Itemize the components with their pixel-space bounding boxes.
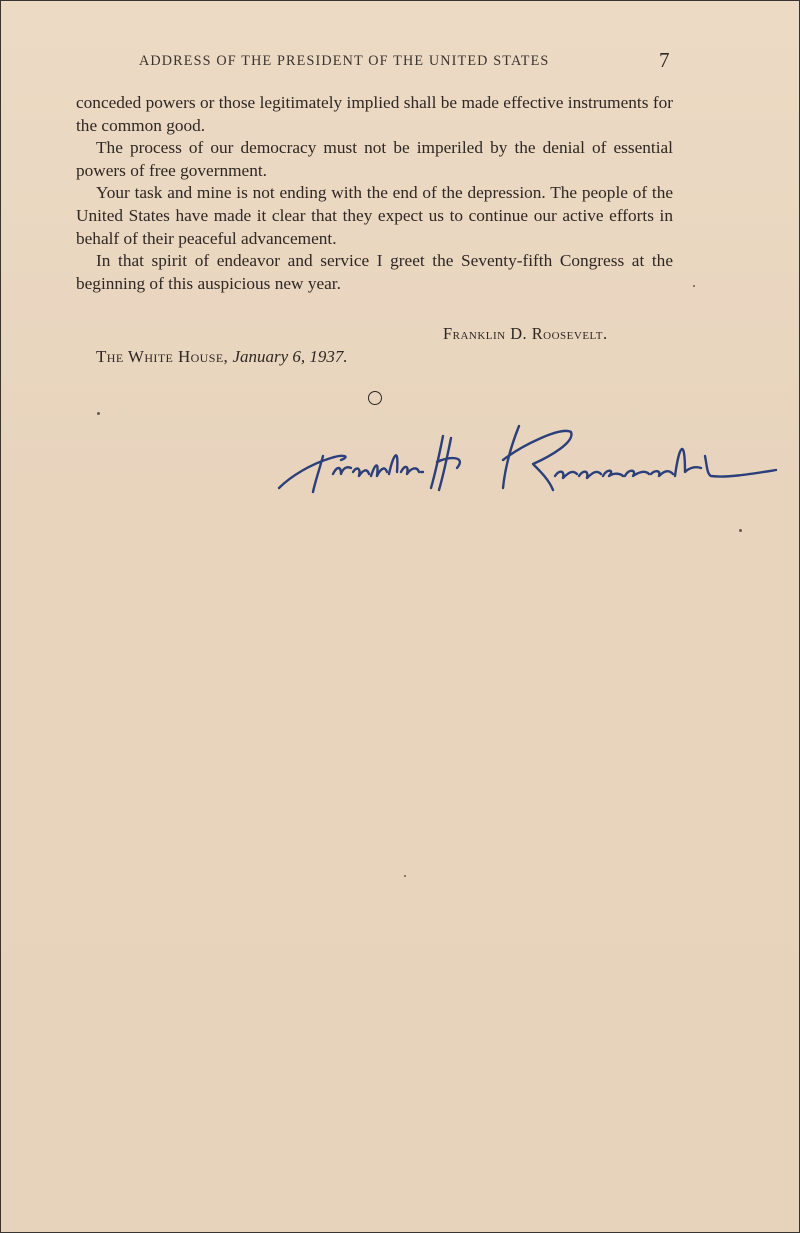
- paper-speck: [739, 529, 742, 532]
- dateline-place: The White House,: [96, 347, 229, 366]
- handwritten-signature: [271, 416, 781, 506]
- paragraph-3: Your task and mine is not ending with the end of the depression. The people of the United States have made it clear that they expect us to continue our active efforts in behalf of their peaceful advancement.: [76, 183, 673, 248]
- paper-speck: [404, 875, 406, 877]
- running-head: ADDRESS OF THE PRESIDENT OF THE UNITED STATES: [139, 53, 550, 69]
- printed-signature: Franklin D. Roosevelt.: [443, 324, 608, 343]
- paragraph-4: In that spirit of endeavor and service I greet the Seventy-fifth Congress at the beginning of this auspicious new year.: [76, 251, 673, 293]
- paragraph-2: The process of our democracy must not be imperiled by the denial of essential powers of free government.: [76, 138, 673, 180]
- page-number: 7: [659, 48, 670, 72]
- end-mark-circle: [368, 391, 382, 405]
- paper-speck: [97, 412, 100, 415]
- body-text: [76, 92, 673, 295]
- dateline: [96, 347, 348, 367]
- paragraph-1: conceded powers or those legitimately implied shall be made effective instruments for the common good.: [76, 93, 673, 135]
- paper-speck: [693, 285, 695, 287]
- dateline-date: January 6, 1937.: [232, 347, 348, 366]
